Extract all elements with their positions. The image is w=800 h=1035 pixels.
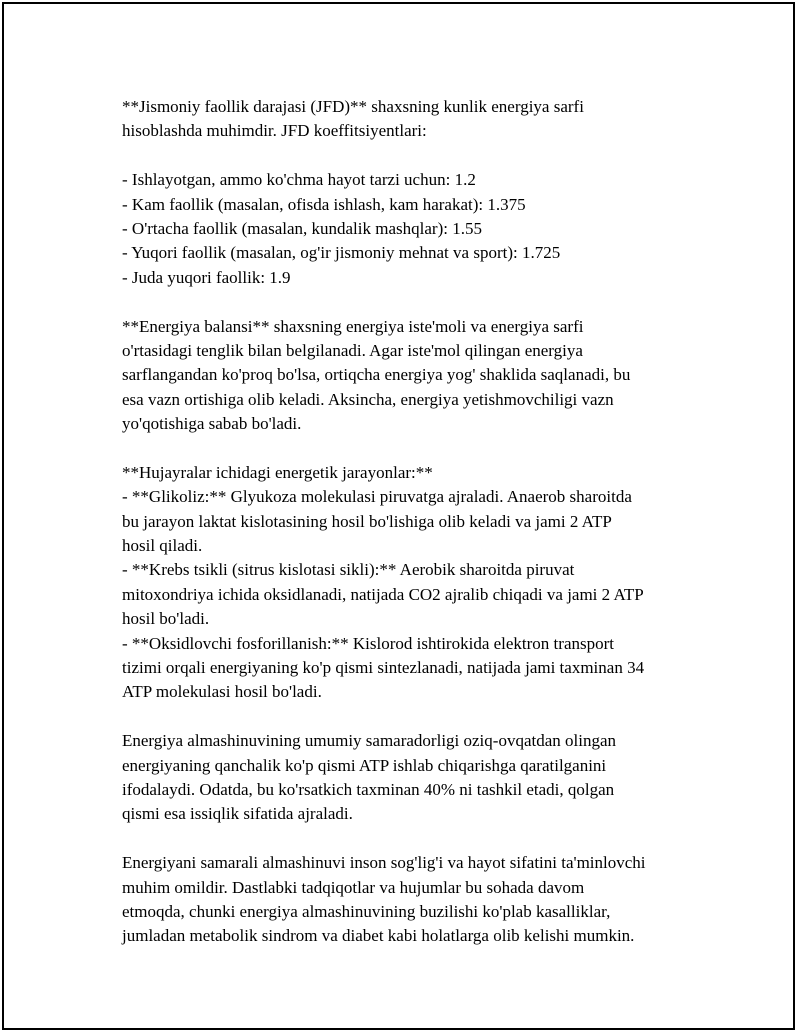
- text-line: bu jarayon laktat kislotasining hosil bo'lishiga olib keladi va jami 2 ATP: [122, 511, 612, 531]
- text-line: ifodalaydi. Odatda, bu ko'rsatkich taxminan 40% ni tashkil etadi, qolgan: [122, 779, 615, 799]
- text-line: etmoqda, chunki energiya almashinuvining buzilishi ko'plab kasalliklar,: [122, 901, 611, 921]
- text-line: o'rtasidagi tenglik bilan belgilanadi. Agar iste'mol qilingan energiya: [122, 340, 583, 360]
- text-line: mitoxondriya ichida oksidlanadi, natijada CO2 ajralib chiqadi va jami 2 ATP: [122, 584, 644, 604]
- text-line: hosil bo'ladi.: [122, 609, 210, 629]
- text-line: - Yuqori faollik (masalan, og'ir jismoniy mehnat va sport): 1.725: [122, 243, 561, 263]
- text-line: energiyaning qanchalik ko'p qismi ATP ishlab chiqarishga qaratilganini: [122, 755, 607, 775]
- text-line: Energiyani samarali almashinuvi inson sog'lig'i va hayot sifatini ta'minlovchi: [122, 853, 646, 873]
- text-line: tizimi orqali energiyaning ko'p qismi sintezlanadi, natijada jami taxminan 34: [122, 657, 645, 677]
- text-line: qismi esa issiqlik sifatida ajraladi.: [122, 804, 353, 824]
- paragraph: [122, 168, 712, 290]
- text-line: **Hujayralar ichidagi energetik jarayonlar:**: [122, 462, 433, 482]
- text-line: - **Oksidlovchi fosforillanish:** Kislorod ishtirokida elektron transport: [122, 633, 614, 653]
- text-line: hisoblashda muhimdir. JFD koeffitsiyentlari:: [122, 121, 427, 141]
- paragraph-gap: [122, 290, 712, 314]
- text-line: sarflangandan ko'proq bo'lsa, ortiqcha energiya yog' shaklida saqlanadi, bu: [122, 365, 631, 385]
- text-line: - Kam faollik (masalan, ofisda ishlash, kam harakat): 1.375: [122, 194, 526, 214]
- text-line: - Juda yuqori faollik: 1.9: [122, 267, 291, 287]
- text-line: esa vazn ortishiga olib keladi. Aksincha, energiya yetishmovchiligi vazn: [122, 389, 614, 409]
- paragraph: [122, 95, 712, 144]
- text-line: ATP molekulasi hosil bo'ladi.: [122, 682, 322, 702]
- paragraph-gap: [122, 705, 712, 729]
- paragraph-gap: [122, 144, 712, 168]
- paragraph: [122, 851, 712, 949]
- document-body: [122, 95, 712, 949]
- text-line: - **Krebs tsikli (sitrus kislotasi sikli):** Aerobik sharoitda piruvat: [122, 560, 575, 580]
- text-line: jumladan metabolik sindrom va diabet kabi holatlarga olib kelishi mumkin.: [122, 926, 635, 946]
- text-line: yo'qotishiga sabab bo'ladi.: [122, 414, 302, 434]
- paragraph: [122, 729, 712, 827]
- text-line: - O'rtacha faollik (masalan, kundalik mashqlar): 1.55: [122, 218, 482, 238]
- paragraph: [122, 315, 712, 437]
- text-line: Energiya almashinuvining umumiy samaradorligi oziq-ovqatdan olingan: [122, 731, 616, 751]
- text-line: **Jismoniy faollik darajasi (JFD)** shaxsning kunlik energiya sarfi: [122, 97, 584, 116]
- text-line: **Energiya balansi** shaxsning energiya iste'moli va energiya sarfi: [122, 316, 584, 336]
- text-line: muhim omildir. Dastlabki tadqiqotlar va hujumlar bu sohada davom: [122, 877, 585, 897]
- text-line: - Ishlayotgan, ammo ko'chma hayot tarzi uchun: 1.2: [122, 170, 476, 190]
- paragraph: [122, 461, 712, 705]
- page-frame: [2, 2, 795, 1030]
- text-line: - **Glikoliz:** Glyukoza molekulasi piruvatga ajraladi. Anaerob sharoitda: [122, 487, 632, 507]
- text-line: hosil qiladi.: [122, 536, 203, 556]
- paragraph-gap: [122, 827, 712, 851]
- paragraph-gap: [122, 436, 712, 460]
